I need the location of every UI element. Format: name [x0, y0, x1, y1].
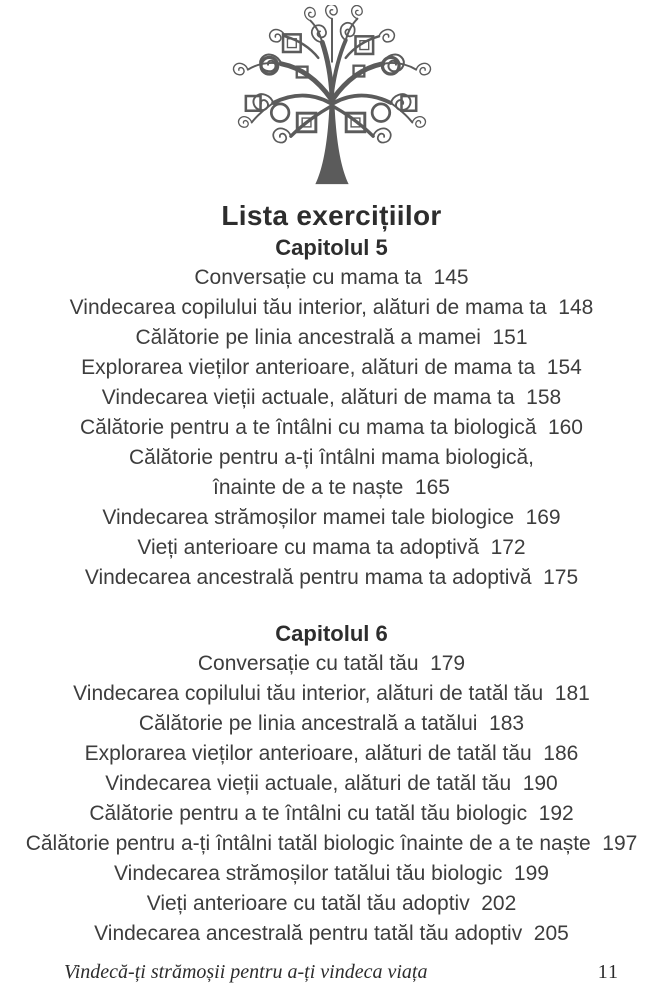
entry-page-number: 183 [489, 712, 525, 735]
toc-entry [0, 679, 663, 709]
toc-entry [0, 889, 663, 919]
entry-page-number: 175 [543, 566, 579, 589]
toc-entry [0, 769, 663, 799]
toc [0, 233, 663, 949]
entry-title: Vindecarea strămoșilor mamei tale biologice [102, 506, 515, 529]
entry-title: Călătorie pentru a-ți întâlni mama biologică, [128, 446, 535, 469]
entry-page-number: 205 [533, 922, 569, 945]
entry-title: Călătorie pentru a te întâlni cu tatăl tău biologic [89, 802, 528, 825]
entry-page-number: 151 [492, 326, 528, 349]
entry-title: Vindecarea copilului tău interior, alături de mama ta [69, 296, 547, 319]
entry-page-number: 172 [490, 536, 526, 559]
toc-entry [0, 859, 663, 889]
entry-page-number: 160 [547, 416, 583, 439]
entry-page-number: 154 [546, 356, 582, 379]
toc-entry [0, 563, 663, 593]
entry-title: Călătorie pentru a-ți întâlni tatăl biologic înainte de a te naște [25, 832, 591, 855]
page-footer [0, 961, 663, 984]
tree-illustration-wrap [0, 0, 663, 191]
entry-page-number: 169 [525, 506, 561, 529]
chapter-heading: Capitolul 6 [275, 621, 388, 646]
entry-page-number: 199 [513, 862, 549, 885]
toc-entry [0, 413, 663, 443]
entry-title: Explorarea vieților anterioare, alături de mama ta [81, 356, 536, 379]
entry-title: înainte de a te naște [213, 476, 404, 499]
toc-entry [0, 829, 663, 859]
entry-page-number: 202 [481, 892, 517, 915]
entry-page-number: 165 [414, 476, 450, 499]
entry-title: Vieți anterioare cu tatăl tău adoptiv [146, 892, 470, 915]
running-title: Vindecă-ți strămoșii pentru a-ți vindeca viața [64, 961, 428, 983]
entry-title: Vindecarea strămoșilor tatălui tău biologic [114, 862, 503, 885]
chapter-section [0, 619, 663, 949]
toc-entry [0, 739, 663, 769]
toc-entry [0, 473, 663, 503]
toc-entry [0, 799, 663, 829]
toc-entry [0, 919, 663, 949]
entry-page-number: 190 [522, 772, 558, 795]
toc-entry [0, 353, 663, 383]
entry-title: Vindecarea copilului tău interior, alături de tatăl tău [73, 682, 544, 705]
toc-entry [0, 503, 663, 533]
entry-title: Vindecarea vieții actuale, alături de mama ta [101, 386, 515, 409]
toc-entry [0, 293, 663, 323]
entry-title: Vindecarea vieții actuale, alături de tatăl tău [105, 772, 512, 795]
toc-entry [0, 443, 663, 473]
entry-title: Explorarea vieților anterioare, alături de tatăl tău [84, 742, 532, 765]
entry-title: Conversație cu tatăl tău [197, 652, 419, 675]
toc-entry [0, 323, 663, 353]
entry-title: Vindecarea ancestrală pentru tatăl tău adoptiv [94, 922, 523, 945]
toc-entry [0, 263, 663, 293]
entry-page-number: 148 [558, 296, 594, 319]
entry-title: Vieți anterioare cu mama ta adoptivă [137, 536, 480, 559]
entry-page-number: 179 [430, 652, 466, 675]
toc-entry [0, 383, 663, 413]
entry-page-number: 192 [538, 802, 574, 825]
entry-page-number: 145 [433, 266, 469, 289]
toc-entry [0, 709, 663, 739]
entry-title: Călătorie pe linia ancestrală a tatălui [138, 712, 478, 735]
toc-entry [0, 649, 663, 679]
chapter-section [0, 233, 663, 593]
page-title: Lista exercițiilor [221, 200, 442, 231]
entry-title: Călătorie pe linia ancestrală a mamei [135, 326, 481, 349]
chapter-heading: Capitolul 5 [275, 235, 388, 260]
entry-page-number: 181 [554, 682, 590, 705]
toc-entry [0, 533, 663, 563]
entry-page-number: 158 [526, 386, 562, 409]
family-tree-icon [224, 5, 440, 191]
entry-page-number: 186 [543, 742, 579, 765]
entry-title: Vindecarea ancestrală pentru mama ta adoptivă [84, 566, 532, 589]
page-number: 11 [597, 961, 619, 983]
entry-title: Conversație cu mama ta [194, 266, 422, 289]
entry-page-number: 197 [602, 832, 638, 855]
entry-title: Călătorie pentru a te întâlni cu mama ta biologică [79, 416, 537, 439]
